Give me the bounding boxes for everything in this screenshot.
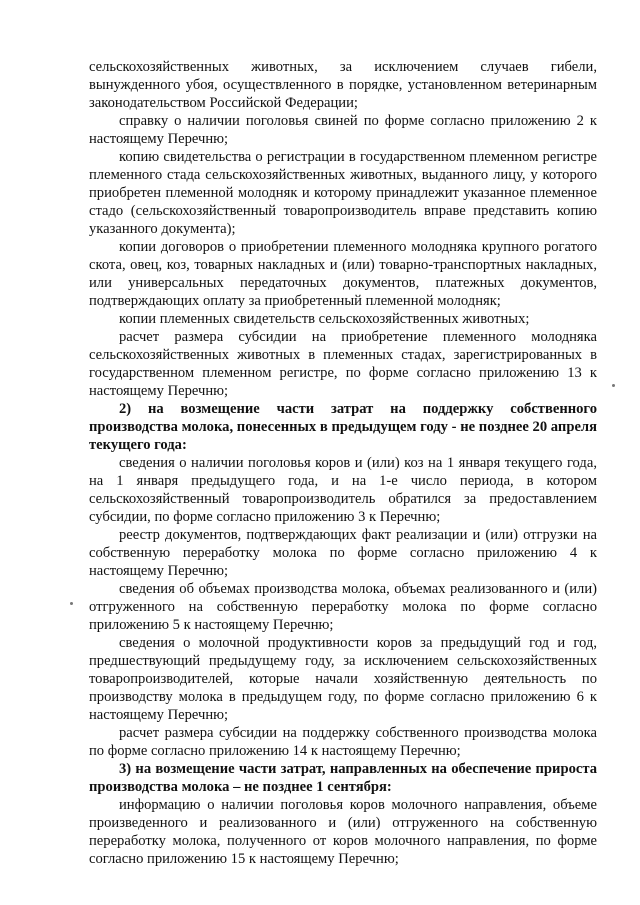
paragraph: справку о наличии поголовья свиней по форме согласно приложению 2 к настоящему Перечню; (89, 113, 597, 147)
scan-speck (70, 602, 73, 605)
paragraph: сведения об объемах производства молока, объемах реализованного и (или) отгруженного на собственную переработку молока по форме согласно приложению 5 к настоящему Перечню; (89, 581, 597, 633)
paragraph: информацию о наличии поголовья коров молочного направления, объеме произведенного и реализованного и (или) отгруженного на собственную переработку молока, полученного от коров молочного направления, по форме согласно приложению 15 к настоящему Перечню; (89, 797, 597, 867)
paragraph: копию свидетельства о регистрации в государственном племенном регистре племенного стада сельскохозяйственных животных, выданного лицу, у которого приобретен племенной молодняк и которому принадлежит указанное племенное стадо (сельскохозяйственный товаропроизводитель вправе представить копию указанного документа); (89, 149, 597, 237)
paragraph: сведения о наличии поголовья коров и (или) коз на 1 января текущего года, на 1 января предыдущего года, и на 1-е число периода, в котором сельскохозяйственный товаропроизводитель обратился за предоставлением субсидии, по форме согласно приложению 3 к Перечню; (89, 455, 597, 525)
paragraph: копии племенных свидетельств сельскохозяйственных животных; (119, 311, 530, 327)
paragraph: копии договоров о приобретении племенного молодняка крупного рогатого скота, овец, коз, товарных накладных и (или) товарно-транспортных накладных, или универсальных передаточных документов, платежных документов, подтверждающих оплату за приобретенный племенной молодняк; (89, 239, 597, 309)
paragraph: расчет размера субсидии на приобретение племенного молодняка сельскохозяйственных животных в племенных стадах, зарегистрированных в государственном племенном регистре, по форме согласно приложению 13 к настоящему Перечню; (89, 329, 597, 399)
paragraph: расчет размера субсидии на поддержку собственного производства молока по форме согласно приложению 14 к настоящему Перечню; (89, 725, 597, 759)
section-heading: 2) на возмещение части затрат на поддержку собственного производства молока, понесенных в предыдущем году - не позднее 20 апреля текущего года: (89, 401, 597, 453)
scan-speck (612, 384, 615, 387)
paragraph: сведения о молочной продуктивности коров за предыдущий год и год, предшествующий предыдущему году, за исключением сельскохозяйственных товаропроизводителей, которые начали хозяйственную деятельность по производству молока в предыдущем году, по форме согласно приложению 6 к настоящему Перечню; (89, 635, 597, 723)
section-heading: 3) на возмещение части затрат, направленных на обеспечение прироста производства молока – не позднее 1 сентября: (89, 761, 597, 795)
paragraph: реестр документов, подтверждающих факт реализации и (или) отгрузки на собственную переработку молока по форме согласно приложению 4 к настоящему Перечню; (89, 527, 597, 579)
paragraph: сельскохозяйственных животных, за исключением случаев гибели, вынужденного убоя, осуществленного в порядке, установленном ветеринарным законодательством Российской Федерации; (89, 59, 597, 111)
document-body (89, 58, 597, 868)
